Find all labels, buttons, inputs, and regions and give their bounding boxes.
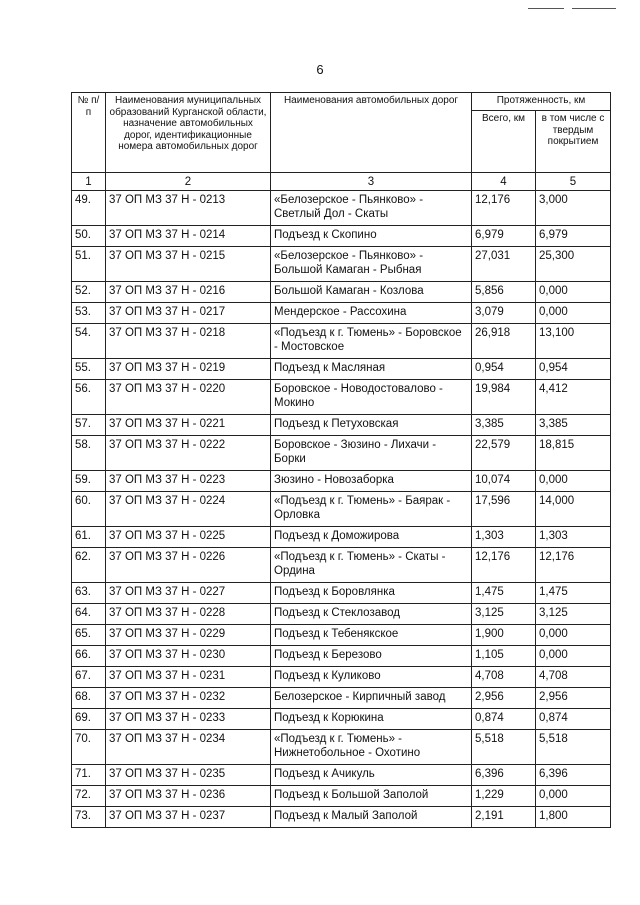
length-paved: 25,300 bbox=[536, 247, 611, 282]
road-name: Подъезд к Березово bbox=[271, 646, 472, 667]
length-total: 5,856 bbox=[472, 282, 536, 303]
header-total: Всего, км bbox=[472, 111, 536, 173]
row-number: 50. bbox=[72, 226, 106, 247]
road-name: Подъезд к Петуховская bbox=[271, 415, 472, 436]
row-number: 55. bbox=[72, 359, 106, 380]
length-total: 1,229 bbox=[472, 786, 536, 807]
road-name: Подъезд к Корюкина bbox=[271, 709, 472, 730]
table-row bbox=[72, 709, 611, 730]
length-paved: 0,000 bbox=[536, 282, 611, 303]
row-number: 62. bbox=[72, 548, 106, 583]
length-total: 1,475 bbox=[472, 583, 536, 604]
road-id: 37 ОП МЗ 37 Н - 0220 bbox=[106, 380, 271, 415]
road-name: Подъезд к Стеклозавод bbox=[271, 604, 472, 625]
row-number: 64. bbox=[72, 604, 106, 625]
table-row bbox=[72, 359, 611, 380]
road-name: Подъезд к Тебенякское bbox=[271, 625, 472, 646]
road-id: 37 ОП МЗ 37 Н - 0222 bbox=[106, 436, 271, 471]
length-total: 1,900 bbox=[472, 625, 536, 646]
length-total: 22,579 bbox=[472, 436, 536, 471]
length-paved: 13,100 bbox=[536, 324, 611, 359]
road-id: 37 ОП МЗ 37 Н - 0229 bbox=[106, 625, 271, 646]
row-number: 53. bbox=[72, 303, 106, 324]
table-row bbox=[72, 282, 611, 303]
road-id: 37 ОП МЗ 37 Н - 0236 bbox=[106, 786, 271, 807]
header-road-name: Наименования автомобильных дорог bbox=[271, 93, 472, 173]
table-row bbox=[72, 492, 611, 527]
length-paved: 2,956 bbox=[536, 688, 611, 709]
road-name: «Белозерское - Пьянково» - Большой Камаган - Рыбная bbox=[271, 247, 472, 282]
road-name: Подъезд к Боровлянка bbox=[271, 583, 472, 604]
length-paved: 18,815 bbox=[536, 436, 611, 471]
length-paved: 3,000 bbox=[536, 191, 611, 226]
row-number: 49. bbox=[72, 191, 106, 226]
road-id: 37 ОП МЗ 37 Н - 0221 bbox=[106, 415, 271, 436]
length-paved: 3,385 bbox=[536, 415, 611, 436]
row-number: 58. bbox=[72, 436, 106, 471]
road-name: Мендерское - Рассохина bbox=[271, 303, 472, 324]
header-length: Протяженность, км bbox=[472, 93, 611, 111]
row-number: 70. bbox=[72, 730, 106, 765]
road-id: 37 ОП МЗ 37 Н - 0213 bbox=[106, 191, 271, 226]
length-total: 3,125 bbox=[472, 604, 536, 625]
scan-mark-right bbox=[572, 8, 616, 9]
row-number: 57. bbox=[72, 415, 106, 436]
length-paved: 0,000 bbox=[536, 646, 611, 667]
length-total: 10,074 bbox=[472, 471, 536, 492]
row-number: 63. bbox=[72, 583, 106, 604]
row-number: 61. bbox=[72, 527, 106, 548]
road-id: 37 ОП МЗ 37 Н - 0231 bbox=[106, 667, 271, 688]
row-number: 69. bbox=[72, 709, 106, 730]
row-number: 59. bbox=[72, 471, 106, 492]
row-number: 54. bbox=[72, 324, 106, 359]
road-name: Подъезд к Ачикуль bbox=[271, 765, 472, 786]
length-total: 2,191 bbox=[472, 807, 536, 828]
length-total: 0,954 bbox=[472, 359, 536, 380]
table-row bbox=[72, 380, 611, 415]
table-row bbox=[72, 324, 611, 359]
road-id: 37 ОП МЗ 37 Н - 0234 bbox=[106, 730, 271, 765]
table-row bbox=[72, 191, 611, 226]
length-paved: 0,000 bbox=[536, 471, 611, 492]
road-id: 37 ОП МЗ 37 Н - 0219 bbox=[106, 359, 271, 380]
row-number: 71. bbox=[72, 765, 106, 786]
table-row bbox=[72, 471, 611, 492]
row-number: 65. bbox=[72, 625, 106, 646]
row-number: 67. bbox=[72, 667, 106, 688]
length-total: 6,979 bbox=[472, 226, 536, 247]
road-id: 37 ОП МЗ 37 Н - 0216 bbox=[106, 282, 271, 303]
road-name: Боровское - Зюзино - Лихачи - Борки bbox=[271, 436, 472, 471]
row-number: 52. bbox=[72, 282, 106, 303]
road-name: «Подъезд к г. Тюмень» - Нижнетобольное - Охотино bbox=[271, 730, 472, 765]
header-municipality: Наименования муниципальных образований Курганской области, назначение автомобильных дорог, идентификационные номера автомобильных дорог bbox=[106, 93, 271, 173]
length-total: 27,031 bbox=[472, 247, 536, 282]
road-name: Подъезд к Доможирова bbox=[271, 527, 472, 548]
length-total: 19,984 bbox=[472, 380, 536, 415]
table-row bbox=[72, 765, 611, 786]
length-paved: 14,000 bbox=[536, 492, 611, 527]
col-number-1: 1 bbox=[72, 173, 106, 191]
table-header bbox=[72, 93, 611, 191]
road-id: 37 ОП МЗ 37 Н - 0226 bbox=[106, 548, 271, 583]
table-row bbox=[72, 807, 611, 828]
length-total: 26,918 bbox=[472, 324, 536, 359]
length-total: 0,874 bbox=[472, 709, 536, 730]
length-total: 6,396 bbox=[472, 765, 536, 786]
length-paved: 6,979 bbox=[536, 226, 611, 247]
header-paved: в том числе с твердым покрытием bbox=[536, 111, 611, 173]
length-paved: 0,000 bbox=[536, 625, 611, 646]
road-name: Большой Камаган - Козлова bbox=[271, 282, 472, 303]
table-row bbox=[72, 730, 611, 765]
row-number: 72. bbox=[72, 786, 106, 807]
table-row bbox=[72, 625, 611, 646]
length-paved: 1,475 bbox=[536, 583, 611, 604]
col-number-4: 4 bbox=[472, 173, 536, 191]
road-id: 37 ОП МЗ 37 Н - 0232 bbox=[106, 688, 271, 709]
length-total: 1,303 bbox=[472, 527, 536, 548]
table-row bbox=[72, 646, 611, 667]
table-row bbox=[72, 688, 611, 709]
length-total: 2,956 bbox=[472, 688, 536, 709]
road-id: 37 ОП МЗ 37 Н - 0225 bbox=[106, 527, 271, 548]
road-id: 37 ОП МЗ 37 Н - 0230 bbox=[106, 646, 271, 667]
road-name: «Белозерское - Пьянково» - Светлый Дол - Скаты bbox=[271, 191, 472, 226]
road-id: 37 ОП МЗ 37 Н - 0233 bbox=[106, 709, 271, 730]
road-name: Подъезд к Большой Заполой bbox=[271, 786, 472, 807]
length-total: 1,105 bbox=[472, 646, 536, 667]
length-paved: 12,176 bbox=[536, 548, 611, 583]
road-id: 37 ОП МЗ 37 Н - 0227 bbox=[106, 583, 271, 604]
road-name: Подъезд к Малый Заполой bbox=[271, 807, 472, 828]
road-name: Подъезд к Куликово bbox=[271, 667, 472, 688]
length-paved: 4,708 bbox=[536, 667, 611, 688]
col-number-2: 2 bbox=[106, 173, 271, 191]
length-total: 12,176 bbox=[472, 548, 536, 583]
road-name: Боровское - Новодостовалово - Мокино bbox=[271, 380, 472, 415]
table-row bbox=[72, 583, 611, 604]
road-name: Зюзино - Новозаборка bbox=[271, 471, 472, 492]
length-paved: 0,874 bbox=[536, 709, 611, 730]
road-id: 37 ОП МЗ 37 Н - 0228 bbox=[106, 604, 271, 625]
road-id: 37 ОП МЗ 37 Н - 0237 bbox=[106, 807, 271, 828]
row-number: 66. bbox=[72, 646, 106, 667]
road-id: 37 ОП МЗ 37 Н - 0224 bbox=[106, 492, 271, 527]
road-id: 37 ОП МЗ 37 Н - 0214 bbox=[106, 226, 271, 247]
length-total: 17,596 bbox=[472, 492, 536, 527]
col-number-5: 5 bbox=[536, 173, 611, 191]
road-id: 37 ОП МЗ 37 Н - 0217 bbox=[106, 303, 271, 324]
header-row-top bbox=[72, 93, 611, 111]
roads-table bbox=[71, 92, 611, 828]
length-total: 3,079 bbox=[472, 303, 536, 324]
table-row bbox=[72, 226, 611, 247]
row-number: 60. bbox=[72, 492, 106, 527]
road-id: 37 ОП МЗ 37 Н - 0215 bbox=[106, 247, 271, 282]
table-row bbox=[72, 604, 611, 625]
row-number: 56. bbox=[72, 380, 106, 415]
length-total: 4,708 bbox=[472, 667, 536, 688]
length-paved: 6,396 bbox=[536, 765, 611, 786]
road-name: Подъезд к Масляная bbox=[271, 359, 472, 380]
length-total: 12,176 bbox=[472, 191, 536, 226]
header-num: № п/п bbox=[72, 93, 106, 173]
table-row bbox=[72, 527, 611, 548]
road-id: 37 ОП МЗ 37 Н - 0218 bbox=[106, 324, 271, 359]
road-name: «Подъезд к г. Тюмень» - Скаты - Ордина bbox=[271, 548, 472, 583]
row-number: 68. bbox=[72, 688, 106, 709]
length-paved: 4,412 bbox=[536, 380, 611, 415]
page-number: 6 bbox=[316, 62, 324, 77]
length-paved: 5,518 bbox=[536, 730, 611, 765]
length-total: 3,385 bbox=[472, 415, 536, 436]
table-row bbox=[72, 415, 611, 436]
length-paved: 0,000 bbox=[536, 786, 611, 807]
table-row bbox=[72, 786, 611, 807]
road-name: «Подъезд к г. Тюмень» - Боровское - Мостовское bbox=[271, 324, 472, 359]
table-row bbox=[72, 247, 611, 282]
length-paved: 1,800 bbox=[536, 807, 611, 828]
scan-mark-left bbox=[528, 8, 564, 9]
column-number-row bbox=[72, 173, 611, 191]
table-body bbox=[72, 191, 611, 828]
table-row bbox=[72, 548, 611, 583]
road-id: 37 ОП МЗ 37 Н - 0223 bbox=[106, 471, 271, 492]
road-id: 37 ОП МЗ 37 Н - 0235 bbox=[106, 765, 271, 786]
row-number: 51. bbox=[72, 247, 106, 282]
length-paved: 3,125 bbox=[536, 604, 611, 625]
length-paved: 1,303 bbox=[536, 527, 611, 548]
road-name: Белозерское - Кирпичный завод bbox=[271, 688, 472, 709]
table-row bbox=[72, 436, 611, 471]
road-name: «Подъезд к г. Тюмень» - Баярак - Орловка bbox=[271, 492, 472, 527]
col-number-3: 3 bbox=[271, 173, 472, 191]
table-row bbox=[72, 667, 611, 688]
length-total: 5,518 bbox=[472, 730, 536, 765]
row-number: 73. bbox=[72, 807, 106, 828]
table-row bbox=[72, 303, 611, 324]
length-paved: 0,954 bbox=[536, 359, 611, 380]
road-name: Подъезд к Скопино bbox=[271, 226, 472, 247]
length-paved: 0,000 bbox=[536, 303, 611, 324]
